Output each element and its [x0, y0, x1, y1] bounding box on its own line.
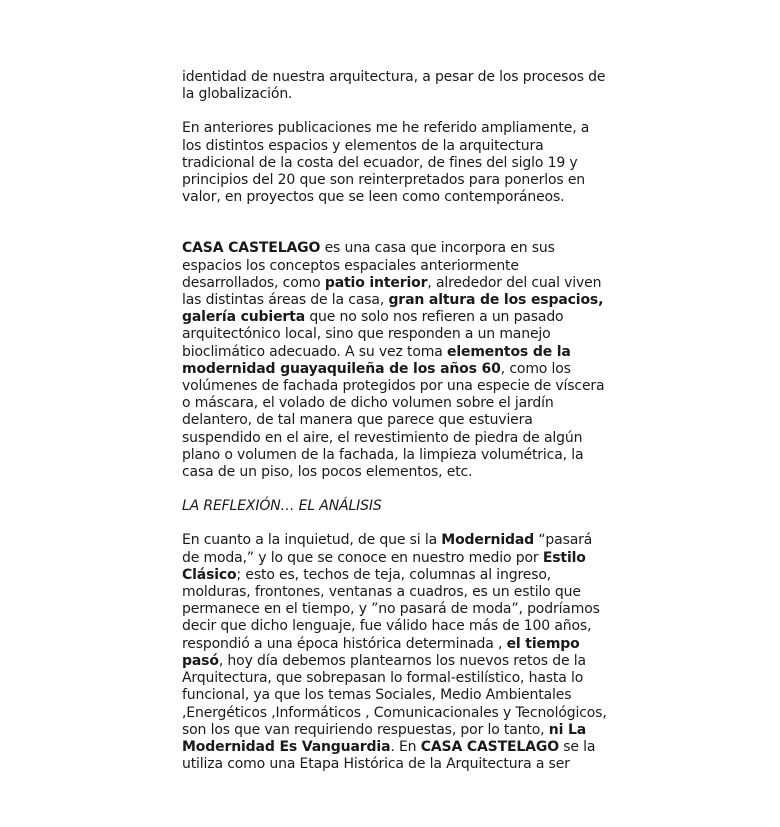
bold-text: Estilo Clásico: [182, 549, 586, 583]
paragraph-text: ; esto es, techos de teja, columnas al ingreso, molduras, frontones, ventanas a cuadros, es un estilo que permanece en el tiempo, y ”no pasará de moda”, podríamos decir que dicho lenguaje, fue válido hace más de 100 años, respondió a una época histórica determinada ,: [182, 566, 600, 652]
bold-text: patio interior: [324, 274, 428, 291]
paragraph-text: , hoy día debemos plantearnos los nuevos retos de la Arquitectura, que sobrepasan lo formal-estilístico, hasta lo funcional, ya que los temas Sociales, Medio Ambientales ,Energéticos ,Informáticos , Comunicacionales y Tecnológicos, son los que van requiriendo respuestas, por lo tanto,: [182, 652, 607, 738]
section-heading: LA REFLEXIÓN… EL ANÁLISIS: [182, 498, 382, 515]
paragraph-reflexion: [182, 532, 612, 773]
bold-text: gran altura de los espacios, galería cubierta: [182, 292, 604, 326]
bold-text: Modernidad: [441, 532, 535, 549]
paragraph-text: “pasará de moda,” y lo que se conoce en nuestro medio por: [182, 532, 593, 566]
bold-text: CASA CASTELAGO: [420, 738, 559, 755]
document-body: [182, 69, 612, 773]
paragraph-text: , como los volúmenes de fachada protegidos por una especie de víscera o máscara, el volado de dicho volumen sobre el jardín delantero, de tal manera que parece que estuviera suspendido en el aire, el revestimiento de piedra de algún plano o volumen de la fachada, la limpieza volumétrica, la casa de un piso, los pocos elementos, etc.: [182, 360, 605, 481]
paragraph-text: que no solo nos refieren a un pasado arquitectónico local, sino que responden a un manejo bioclimático adecuado. A su vez toma: [182, 309, 564, 360]
paragraph-text: se la utiliza como una Etapa Histórica de la Arquitectura a ser: [182, 738, 596, 773]
paragraph-text: , alrededor del cual viven las distintas áreas de la casa,: [182, 274, 602, 309]
paragraph-gap: [182, 515, 612, 532]
paragraph-text: identidad de nuestra arquitectura, a pesar de los procesos de la globalización.: [182, 69, 606, 103]
paragraph-text: . En: [390, 738, 421, 755]
bold-text: el tiempo pasó: [182, 635, 580, 669]
paragraph-gap: [182, 103, 612, 120]
paragraph-text-emphasis: se leen como contemporáneos.: [348, 189, 565, 206]
paragraph-publicaciones: [182, 120, 612, 206]
paragraph-gap: [182, 206, 612, 240]
bold-text: CASA CASTELAGO: [182, 240, 321, 257]
paragraph-text: En anteriores publicaciones me he referido ampliamente, a los distintos espacios y elementos de la arquitectura tradicional de la costa del ecuador, de fines del siglo 19 y principios del 20 que son reinterpretados para ponerlos en valor, en proyectos que: [182, 120, 590, 206]
bold-text: elementos de la modernidad guayaquileña de los años 60: [182, 343, 571, 377]
paragraph-text: En cuanto a la inquietud, de que si la: [182, 532, 442, 549]
paragraph-text: es una casa que incorpora en sus espacios los conceptos espaciales anteriormente desarrollados, como: [182, 240, 555, 291]
bold-text: ni La Modernidad Es Vanguardia: [182, 721, 587, 755]
paragraph-casa-castelago: [182, 240, 612, 481]
paragraph-gap: [182, 481, 612, 498]
paragraph-globalizacion: [182, 69, 612, 103]
